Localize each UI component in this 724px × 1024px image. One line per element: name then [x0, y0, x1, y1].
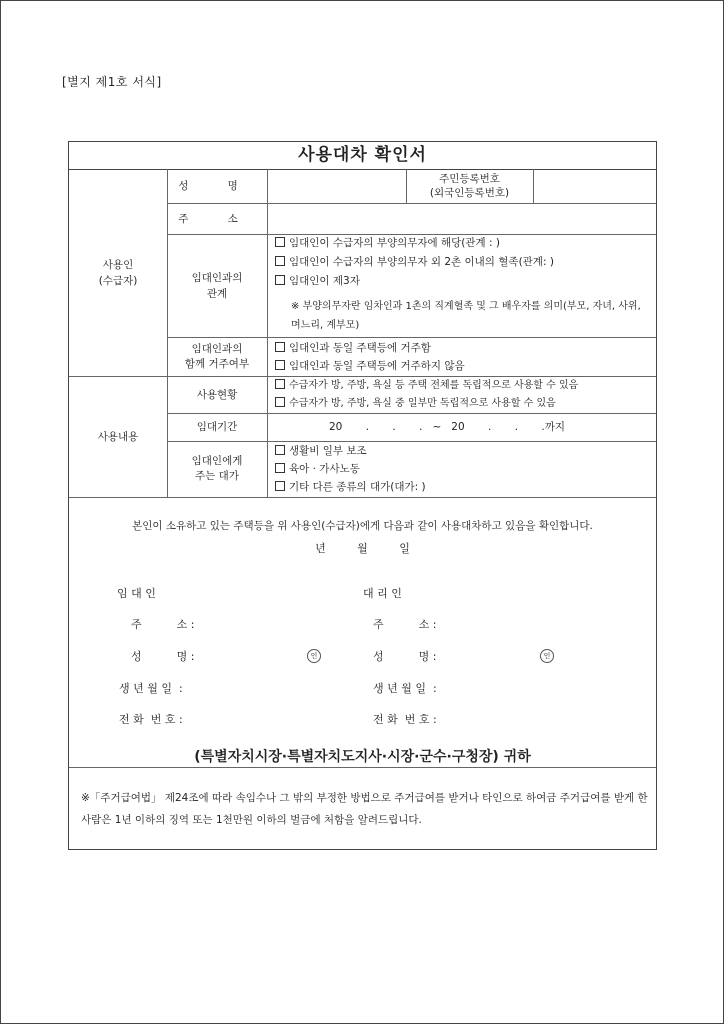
- confirmation-date[interactable]: 년 월 일: [315, 542, 410, 555]
- lessor-seal[interactable]: [307, 648, 321, 663]
- name-field[interactable]: [268, 170, 405, 202]
- address-field[interactable]: [268, 204, 655, 233]
- divider: [69, 497, 656, 498]
- use-status-option[interactable]: 수급자가 방, 주방, 욕실 등 주택 전체를 독립적으로 사용할 수 있음: [275, 377, 653, 395]
- checkbox-icon[interactable]: [275, 275, 285, 285]
- cohabit-option[interactable]: 임대인과 동일 주택등에 거주함: [275, 339, 651, 357]
- checkbox-icon[interactable]: [275, 256, 285, 266]
- relation-option[interactable]: 임대인이 수급자의 부양의무자에 해당(관계 : ): [275, 234, 651, 253]
- consideration-label: 임대인에게 주는 대가: [191, 455, 243, 482]
- section-user: 사용인 (수급자): [98, 258, 138, 287]
- consideration-options: [275, 442, 651, 497]
- lessor-heading: 임 대 인: [117, 587, 156, 600]
- name-label: 성 명: [178, 180, 256, 192]
- address-label: 주 소: [178, 212, 256, 225]
- rrn-field[interactable]: [534, 170, 655, 202]
- use-status-options: [275, 377, 653, 413]
- agent-heading: 대 리 인: [363, 587, 402, 600]
- lessor-address-label: 주 소 :: [131, 618, 195, 631]
- checkbox-icon[interactable]: [275, 342, 285, 352]
- use-status-option[interactable]: 수급자가 방, 주방, 욕실 중 일부만 독립적으로 사용할 수 있음: [275, 395, 653, 413]
- agent-birth-label: 생 년 월 일 :: [373, 682, 437, 695]
- confirmation-statement: 본인이 소유하고 있는 주택등을 위 사용인(수급자)에게 다음과 같이 사용대차하고 있음을 확인합니다.: [132, 520, 593, 532]
- consideration-option[interactable]: 육아 · 가사노동: [275, 460, 651, 478]
- cohabit-option[interactable]: 임대인과 동일 주택등에 거주하지 않음: [275, 357, 651, 375]
- consideration-option[interactable]: 기타 다른 종류의 대가(대가: ): [275, 478, 651, 496]
- relation-option[interactable]: 임대인이 수급자의 부양의무자 외 2촌 이내의 혈족(관계: ): [275, 253, 651, 272]
- checkbox-icon[interactable]: [275, 397, 285, 407]
- confirmation-form: [68, 141, 657, 850]
- seal-icon: 인: [307, 649, 321, 663]
- checkbox-icon[interactable]: [275, 237, 285, 247]
- relation-options: [275, 234, 651, 337]
- checkbox-icon[interactable]: [275, 445, 285, 455]
- checkbox-icon[interactable]: [275, 379, 285, 389]
- use-status-label: 사용현황: [196, 388, 238, 401]
- checkbox-icon[interactable]: [275, 463, 285, 473]
- addressee: (특별자치시장·특별자치도지사·시장·군수·구청장) 귀하: [194, 749, 531, 765]
- form-number-label: [별지 제1호 서식]: [62, 75, 162, 89]
- agent-name-label: 성 명 :: [373, 650, 437, 663]
- rrn-label: 주민등록번호 (외국인등록번호): [429, 173, 510, 199]
- cohabit-options: [275, 339, 651, 376]
- period-field[interactable]: 20 . . . ~ 20 . . .까지: [329, 421, 566, 433]
- checkbox-icon[interactable]: [275, 481, 285, 491]
- relation-label: 임대인과의 관계: [191, 271, 243, 300]
- section-usage: 사용내용: [97, 431, 139, 443]
- cohabit-label: 임대인과의 함께 거주여부: [184, 342, 250, 370]
- period-label: 임대기간: [196, 421, 238, 433]
- agent-seal[interactable]: [540, 648, 554, 663]
- lessor-name-label: 성 명 :: [131, 650, 195, 663]
- agent-phone-label: 전 화 번 호 :: [373, 713, 437, 726]
- form-title: 사용대차 확인서: [69, 142, 656, 170]
- checkbox-icon[interactable]: [275, 360, 285, 370]
- lessor-phone-label: 전 화 번 호 :: [119, 713, 183, 726]
- consideration-option[interactable]: 생활비 일부 보조: [275, 442, 651, 460]
- penalty-notice: ※「주거급여법」 제24조에 따라 속임수나 그 밖의 부정한 방법으로 주거급여를 받거나 타인으로 하여금 주거급여를 받게 한 사람은 1년 이하의 징역 또는 1천만원 이하의 벌금에 처함을 알려드립니다.: [81, 792, 648, 826]
- divider: [69, 767, 656, 768]
- seal-icon: 인: [540, 649, 554, 663]
- relation-note: ※ 부양의무자란 임차인과 1촌의 직계혈족 및 그 배우자를 의미(부모, 자녀, 사위, 며느리, 계부모): [291, 301, 641, 331]
- lessor-birth-label: 생 년 월 일 :: [119, 682, 183, 695]
- relation-option[interactable]: 임대인이 제3자: [275, 272, 651, 291]
- agent-address-label: 주 소 :: [373, 618, 437, 631]
